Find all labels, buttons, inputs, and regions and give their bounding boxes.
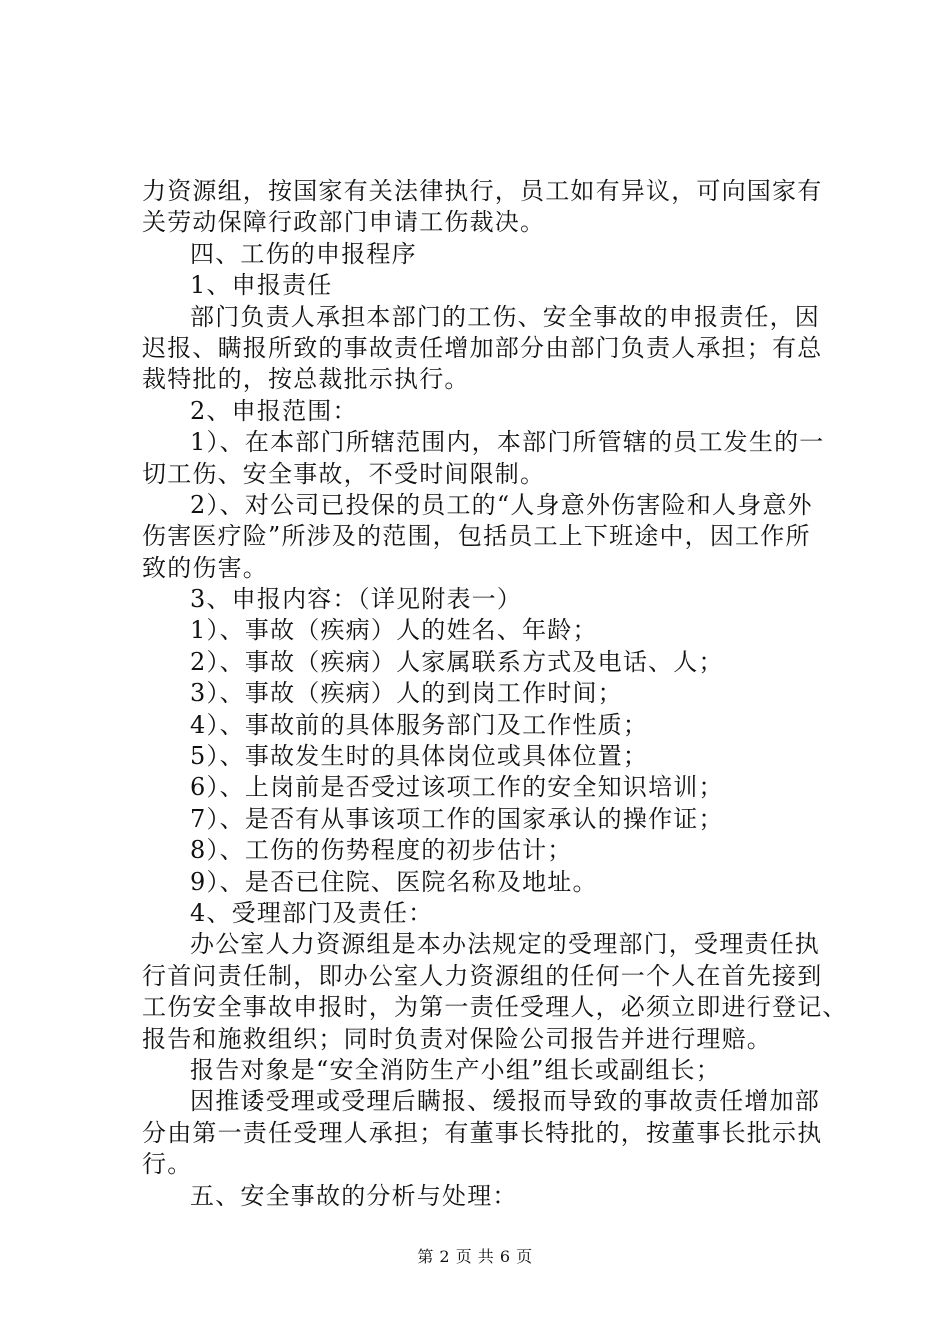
text-line: 1、申报责任: [190, 271, 333, 300]
document-body: [142, 176, 848, 1212]
text-line: 报告对象是“安全消防生产小组”组长或副组长；: [190, 1055, 721, 1084]
text-line: 分由第一责任受理人承担；有董事长特批的，按董事长批示执: [142, 1118, 823, 1147]
text-line: 2、申报范围：: [190, 396, 358, 425]
text-line: 致的伤害。: [142, 553, 268, 582]
text-line: 报告和施救组织；同时负责对保险公司报告并进行理赔。: [142, 1024, 772, 1053]
text-line: 四、工伤的申报程序: [190, 239, 417, 268]
text-line: 1）、事故（疾病）人的姓名、年龄；: [190, 616, 598, 645]
text-line: 力资源组，按国家有关法律执行，员工如有异议，可向国家有: [142, 177, 823, 205]
text-line: 五、安全事故的分析与处理：: [190, 1181, 518, 1210]
page-footer: 第 2 页 共 6 页: [417, 1247, 533, 1266]
text-line: 4、受理部门及责任：: [190, 898, 434, 927]
text-line: 6）、上岗前是否受过该项工作的安全知识培训；: [190, 773, 724, 802]
text-line: 2）、对公司已投保的员工的“人身意外伤害险和人身意外: [190, 490, 813, 519]
text-line: 2）、事故（疾病）人家属联系方式及电话、人；: [190, 647, 724, 676]
text-line: 裁特批的，按总裁批示执行。: [142, 365, 470, 394]
text-line: 8）、工伤的伤势程度的初步估计；: [190, 836, 573, 865]
text-line: 行。: [142, 1150, 193, 1179]
text-line: 行首问责任制，即办公室人力资源组的任何一个人在首先接到: [142, 961, 823, 990]
text-line: 伤害医疗险”所涉及的范围，包括员工上下班途中，因工作所: [142, 522, 811, 551]
text-line: 4）、事故前的具体服务部门及工作性质；: [190, 710, 649, 739]
text-line: 因推诿受理或受理后瞒报、缓报而导致的事故责任增加部: [190, 1087, 820, 1116]
text-line: 办公室人力资源组是本办法规定的受理部门，受理责任执: [190, 930, 820, 959]
text-line: 7）、是否有从事该项工作的国家承认的操作证；: [190, 804, 724, 833]
text-line: 工伤安全事故申报时，为第一责任受理人，必须立即进行登记、: [142, 993, 848, 1022]
text-line: 切工伤、安全事故，不受时间限制。: [142, 459, 546, 488]
text-line: 迟报、瞒报所致的事故责任增加部分由部门负责人承担；有总: [142, 333, 823, 362]
text-line: 1）、在本部门所辖范围内，本部门所管辖的员工发生的一: [190, 428, 825, 457]
text-line: 9）、是否已住院、医院名称及地址。: [190, 867, 598, 896]
text-line: 关劳动保障行政部门申请工伤裁决。: [142, 208, 546, 237]
text-line: 5）、事故发生时的具体岗位或具体位置；: [190, 742, 649, 771]
text-line: 部门负责人承担本部门的工伤、安全事故的申报责任，因: [190, 302, 820, 331]
text-line: 3、申报内容：（详见附表一）: [190, 585, 523, 614]
text-line: 3）、事故（疾病）人的到岗工作时间；: [190, 679, 623, 708]
